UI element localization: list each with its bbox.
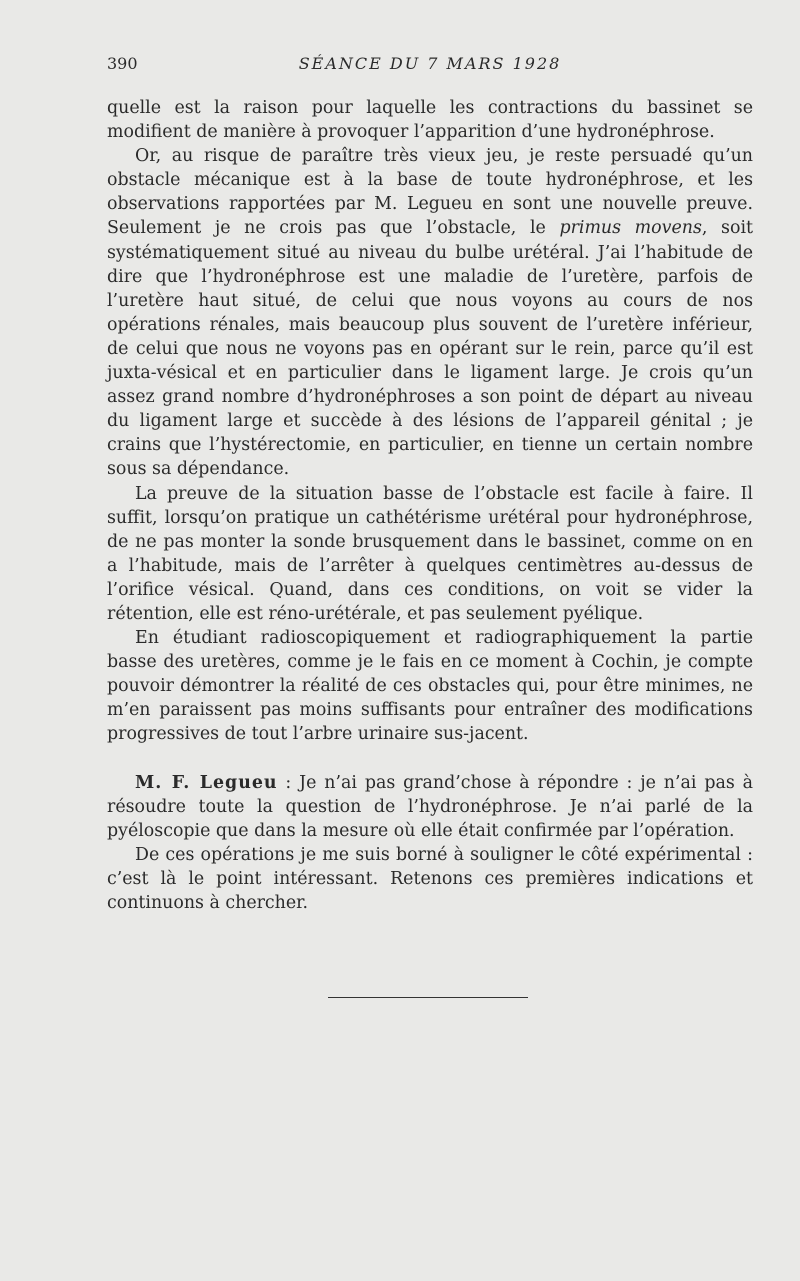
page-header <box>107 54 753 78</box>
paragraph-gap <box>107 747 753 771</box>
latin-term: primus movens <box>559 218 702 239</box>
paragraph-2-part-b: , soit systématiquement situé au niveau du bulbe urétéral. J’ai l’habitude de dire que l’hydronéphrose est une maladie de l’uretère, parfois de l’uretère haut situé, de celui que nous voyons au cours de nos opérations rénales, mais beaucoup plus souvent de l’uretère inférieur, de celui que nous ne voyons pas en opérant sur le rein, parce qu’il est juxta-vésical et en particulier dans le ligament large. Je crois qu’un assez grand nombre d’hydronéphroses a son point de départ au niveau du ligament large et succède à des lésions de l’appareil génital ; je crains que l’hystérectomie, en particulier, en tienne un certain nombre sous sa dépendance. <box>107 218 753 480</box>
body-text <box>107 96 753 915</box>
paragraph-3: La preuve de la situation basse de l’obstacle est facile à faire. Il suffit, lorsqu’on pratique un cathétérisme urétéral pour hydronéphrose, de ne pas monter la sonde brusquement dans le bassinet, comme on en a l’habitude, mais de l’arrêter à quelques centimètres au-dessus de l’orifice vésical. Quand, dans ces conditions, on voit se vider la rétention, elle est réno-urétérale, et pas seulement pyélique. <box>107 483 753 624</box>
running-title: SÉANCE DU 7 MARS 1928 <box>298 54 562 73</box>
paragraph-5 <box>107 771 753 843</box>
page-number: 390 <box>107 54 138 73</box>
paragraph-2-part-a: Or, au risque de paraître très vieux jeu, je reste persuadé qu’un obstacle mécanique est à la base de toute hydronéphrose, et les observations rapportées par M. Legueu en sont une nouvelle preuve. Seulement je ne crois pas que l’obstacle, le <box>107 146 753 239</box>
paragraph-6: De ces opérations je me suis borné à souligner le côté expérimental : c’est là le point intéressant. Retenons ces premières indications et continuons à chercher. <box>107 844 753 913</box>
section-divider <box>328 997 528 998</box>
paragraph-1: quelle est la raison pour laquelle les contractions du bassinet se modifient de manière à provoquer l’apparition d’une hydronéphrose. <box>107 98 753 143</box>
speaker-name: M. F. Legueu <box>135 772 278 793</box>
paragraph-4: En étudiant radioscopiquement et radiographiquement la partie basse des uretères, comme je le fais en ce moment à Cochin, je compte pouvoir démontrer la réalité de ces obstacles qui, pour être minimes, ne m’en paraissent pas moins suffisants pour entraîner des modifications progressives de tout l’arbre urinaire sus-jacent. <box>107 628 753 745</box>
paragraph-2 <box>107 144 753 481</box>
paragraph-5-text: : Je n’ai pas grand’chose à répondre : je n’ai pas à résoudre toute la question de l’hydronéphrose. Je n’ai parlé de la pyéloscopie que dans la mesure où elle était confirmée par l’opération. <box>107 772 753 841</box>
